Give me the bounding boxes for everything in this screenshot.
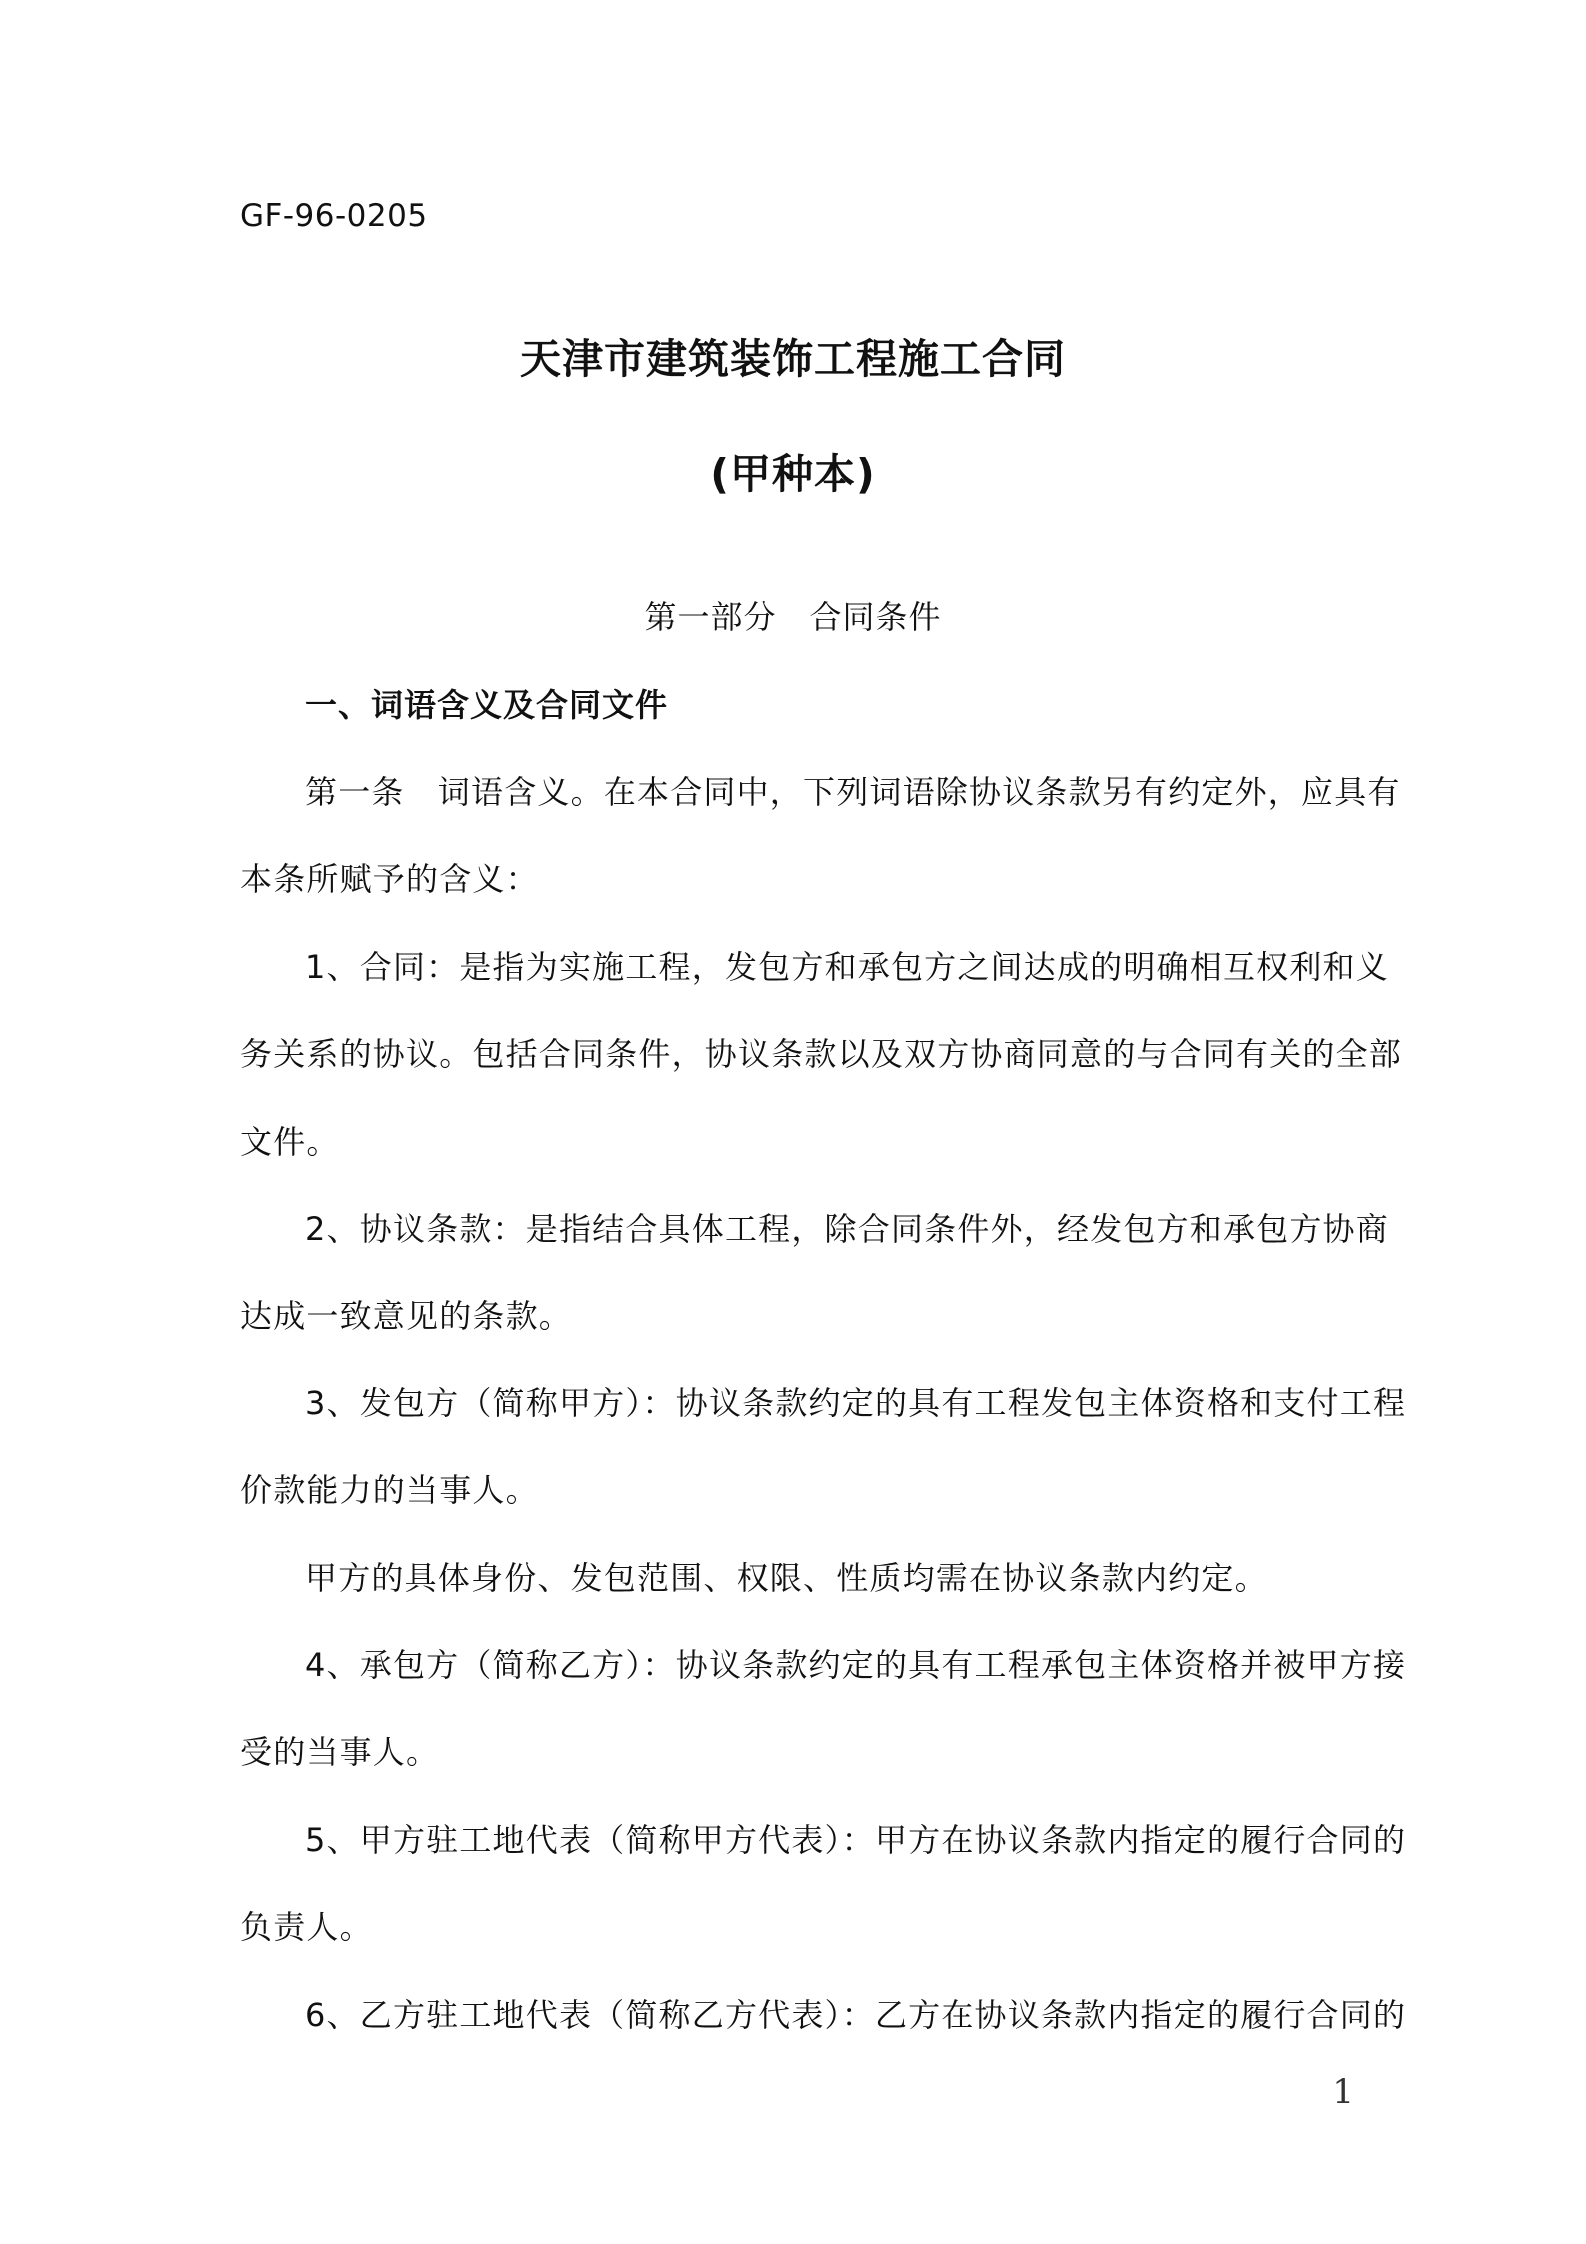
- paragraph-line: 3、发包方（简称甲方）：协议条款约定的具有工程发包主体资格和支付工程: [305, 1384, 1407, 1422]
- part-heading: 第一部分 合同条件: [644, 598, 942, 636]
- paragraph-line: 负责人。: [240, 1908, 373, 1946]
- document-title: 天津市建筑装饰工程施工合同: [520, 335, 1066, 383]
- paragraph-line: 本条所赋予的含义：: [240, 860, 539, 898]
- paragraph-line: 第一条 词语含义。在本合同中，下列词语除协议条款另有约定外，应具有: [305, 773, 1401, 811]
- document-subtitle: (甲种本): [710, 450, 876, 498]
- paragraph-line: 受的当事人。: [240, 1733, 440, 1771]
- paragraph-line: 5、甲方驻工地代表（简称甲方代表）：甲方在协议条款内指定的履行合同的: [305, 1821, 1407, 1859]
- page-number: 1: [1332, 2072, 1354, 2112]
- paragraph-line: 1、合同：是指为实施工程，发包方和承包方之间达成的明确相互权利和义: [305, 948, 1389, 986]
- paragraph-line: 6、乙方驻工地代表（简称乙方代表）：乙方在协议条款内指定的履行合同的: [305, 1996, 1407, 2034]
- paragraph-line: 4、承包方（简称乙方）：协议条款约定的具有工程承包主体资格并被甲方接: [305, 1646, 1407, 1684]
- paragraph-line: 2、协议条款：是指结合具体工程，除合同条件外，经发包方和承包方协商: [305, 1210, 1389, 1248]
- paragraph-line: 甲方的具体身份、发包范围、权限、性质均需在协议条款内约定。: [305, 1559, 1268, 1597]
- document-code: GF-96-0205: [240, 198, 428, 234]
- paragraph-line: 价款能力的当事人。: [240, 1471, 539, 1509]
- section-heading: 一、词语含义及合同文件: [305, 686, 669, 724]
- paragraph-line: 达成一致意见的条款。: [240, 1297, 573, 1335]
- paragraph-line: 务关系的协议。包括合同条件，协议条款以及双方协商同意的与合同有关的全部: [240, 1035, 1403, 1073]
- paragraph-line: 文件。: [240, 1123, 340, 1161]
